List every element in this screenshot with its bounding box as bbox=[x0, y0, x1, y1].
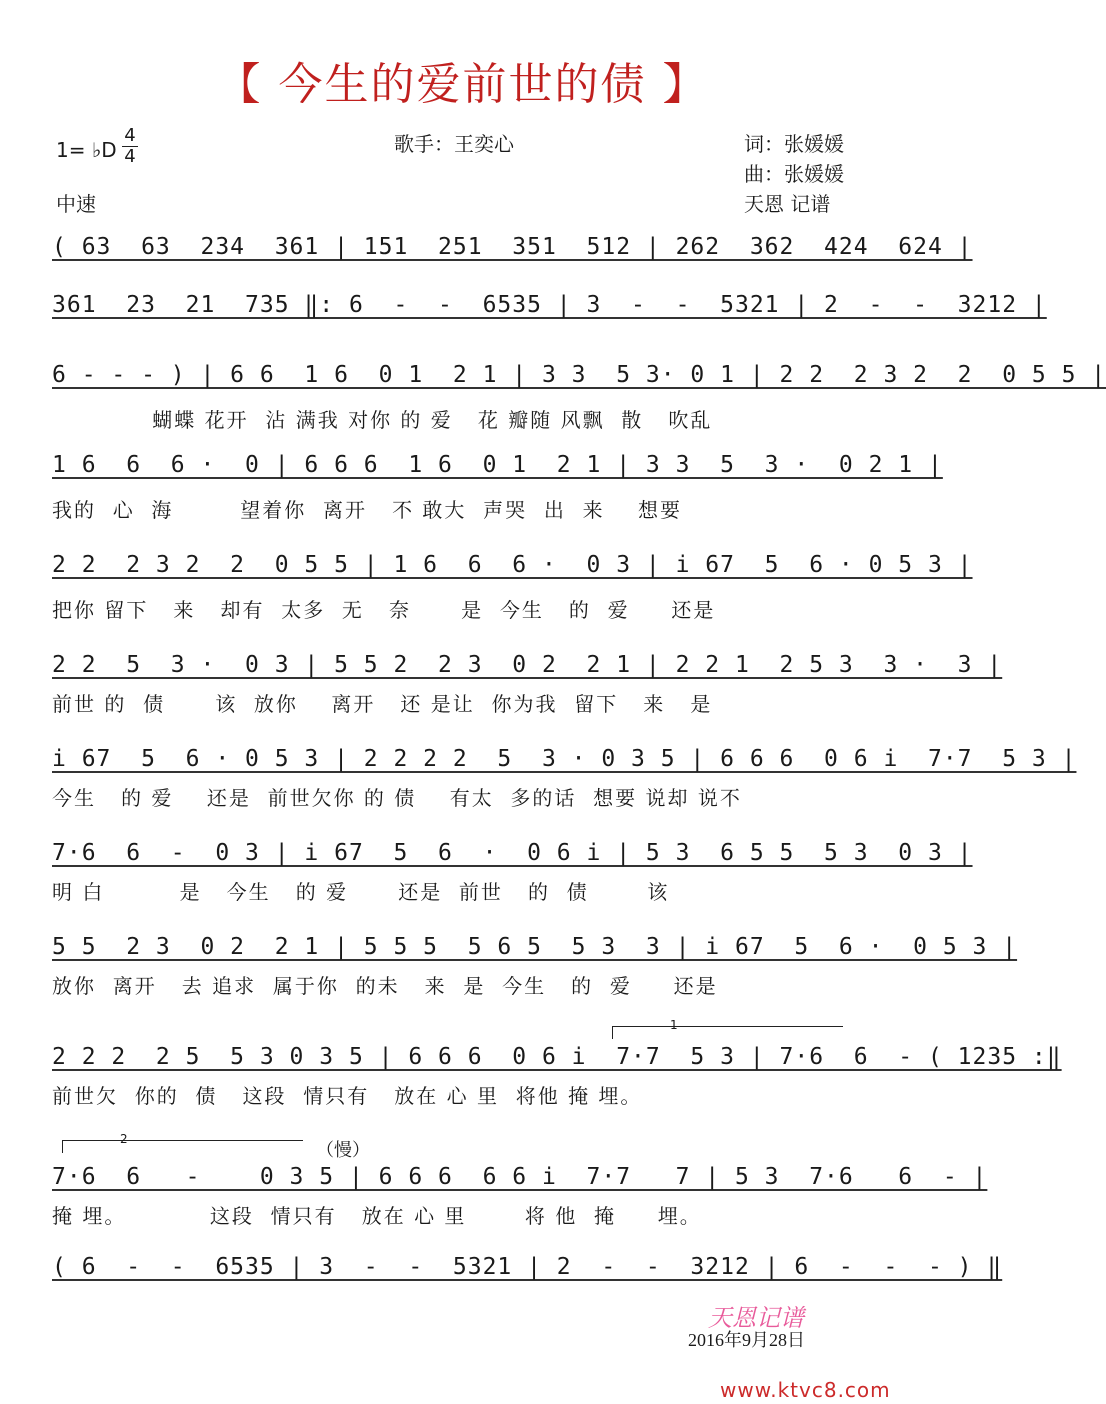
score-line-11-lyrics: 掩 埋。 这段 情只有 放在 心 里 将 他 掩 埋。 bbox=[52, 1204, 702, 1228]
tempo-marking: 中速 bbox=[56, 192, 96, 216]
singer-credit: 歌手：王奕心 bbox=[394, 132, 514, 156]
score-line-10-notes: 2 2 2 2 5 5 3 0 3 5 | 6 6 6 0 6 i 7·7 5 3 | 7·6 6 - ( 1235 :‖ bbox=[52, 1044, 1062, 1070]
score-line-11-notes: 7·6 6 - 0 3 5 | 6 6 6 6 6 i 7·7 7 | 5 3 7·6 6 - | bbox=[52, 1164, 988, 1190]
score-line-3-lyrics: 蝴蝶 花开 沾 满我 对你 的 爱 花 瓣随 风飘 散 吹乱 bbox=[52, 408, 713, 432]
score-line-4-lyrics: 我的 心 海 望着你 离开 不 敢大 声哭 出 来 想要 bbox=[52, 498, 683, 522]
score-line-1-notes: ( 63 63 234 361 | 151 251 351 512 | 262 362 424 624 | bbox=[52, 234, 973, 260]
score-line-7-lyrics: 今生 的 爱 还是 前世欠你 的 债 有太 多的话 想要 说却 说不 bbox=[52, 786, 742, 810]
score-line-10-lyrics: 前世欠 你的 债 这段 情只有 放在 心 里 将他 掩 埋。 bbox=[52, 1084, 643, 1108]
score-line-6-notes: 2 2 5 3 · 0 3 | 5 5 2 2 3 0 2 2 1 | 2 2 1 2 5 3 3 · 3 | bbox=[52, 652, 1003, 678]
score-line-4-notes: 1 6 6 6 · 0 | 6 6 6 1 6 0 1 2 1 | 3 3 5 3 · 0 2 1 | bbox=[52, 452, 943, 478]
score-line-3-notes: 6 - - - ) | 6 6 1 6 0 1 2 1 | 3 3 5 3· 0 1 | 2 2 2 3 2 2 0 5 5 | bbox=[52, 362, 1106, 388]
song-title: 【 今生的爱前世的债 】 bbox=[216, 59, 709, 110]
score-line-8-notes: 7·6 6 - 0 3 | i 67 5 6 · 0 6 i | 5 3 6 5 5 5 3 0 3 | bbox=[52, 840, 973, 866]
second-ending-label: 2 bbox=[120, 1132, 128, 1146]
composer-credit: 曲：张媛媛 bbox=[744, 162, 844, 186]
lyricist-credit: 词：张媛媛 bbox=[744, 132, 844, 156]
score-line-5-lyrics: 把你 留下 来 却有 太多 无 奈 是 今生 的 爱 还是 bbox=[52, 598, 716, 622]
slow-marking: （慢） bbox=[316, 1140, 370, 1161]
score-line-9-lyrics: 放你 离开 去 追求 属于你 的未 来 是 今生 的 爱 还是 bbox=[52, 974, 718, 998]
transcriber-credit: 天恩 记谱 bbox=[744, 192, 831, 216]
score-line-7-notes: i 67 5 6 · 0 5 3 | 2 2 2 2 5 3 · 0 3 5 | 6 6 6 0 6 i 7·7 5 3 | bbox=[52, 746, 1077, 772]
time-signature-bottom: 4 bbox=[124, 146, 136, 167]
score-line-9-notes: 5 5 2 3 0 2 2 1 | 5 5 5 5 6 5 5 3 3 | i 67 5 6 · 0 5 3 | bbox=[52, 934, 1018, 960]
key-signature: 1= ♭D bbox=[56, 138, 117, 162]
first-ending-bracket bbox=[612, 1026, 843, 1039]
score-line-6-lyrics: 前世 的 债 该 放你 离开 还 是让 你为我 留下 来 是 bbox=[52, 692, 713, 716]
website-watermark: www.ktvc8.com bbox=[720, 1378, 891, 1402]
first-ending-label: 1 bbox=[670, 1018, 678, 1032]
score-line-5-notes: 2 2 2 3 2 2 0 5 5 | 1 6 6 6 · 0 3 | i 67 5 6 · 0 5 3 | bbox=[52, 552, 973, 578]
time-signature-top: 4 bbox=[124, 125, 136, 146]
second-ending-bracket bbox=[62, 1140, 303, 1153]
transcriber-signature: 天恩记谱 bbox=[708, 1304, 804, 1332]
time-signature bbox=[122, 126, 138, 167]
score-line-12-notes: ( 6 - - 6535 | 3 - - 5321 | 2 - - 3212 | 6 - - - ) ‖ bbox=[52, 1254, 1003, 1280]
transcription-date: 2016年9月28日 bbox=[688, 1330, 805, 1350]
score-line-2-notes: 361 23 21 735 ‖: 6 - - 6535 | 3 - - 5321 | 2 - - 3212 | bbox=[52, 292, 1047, 318]
score-line-8-lyrics: 明 白 是 今生 的 爱 还是 前世 的 债 该 bbox=[52, 880, 670, 904]
